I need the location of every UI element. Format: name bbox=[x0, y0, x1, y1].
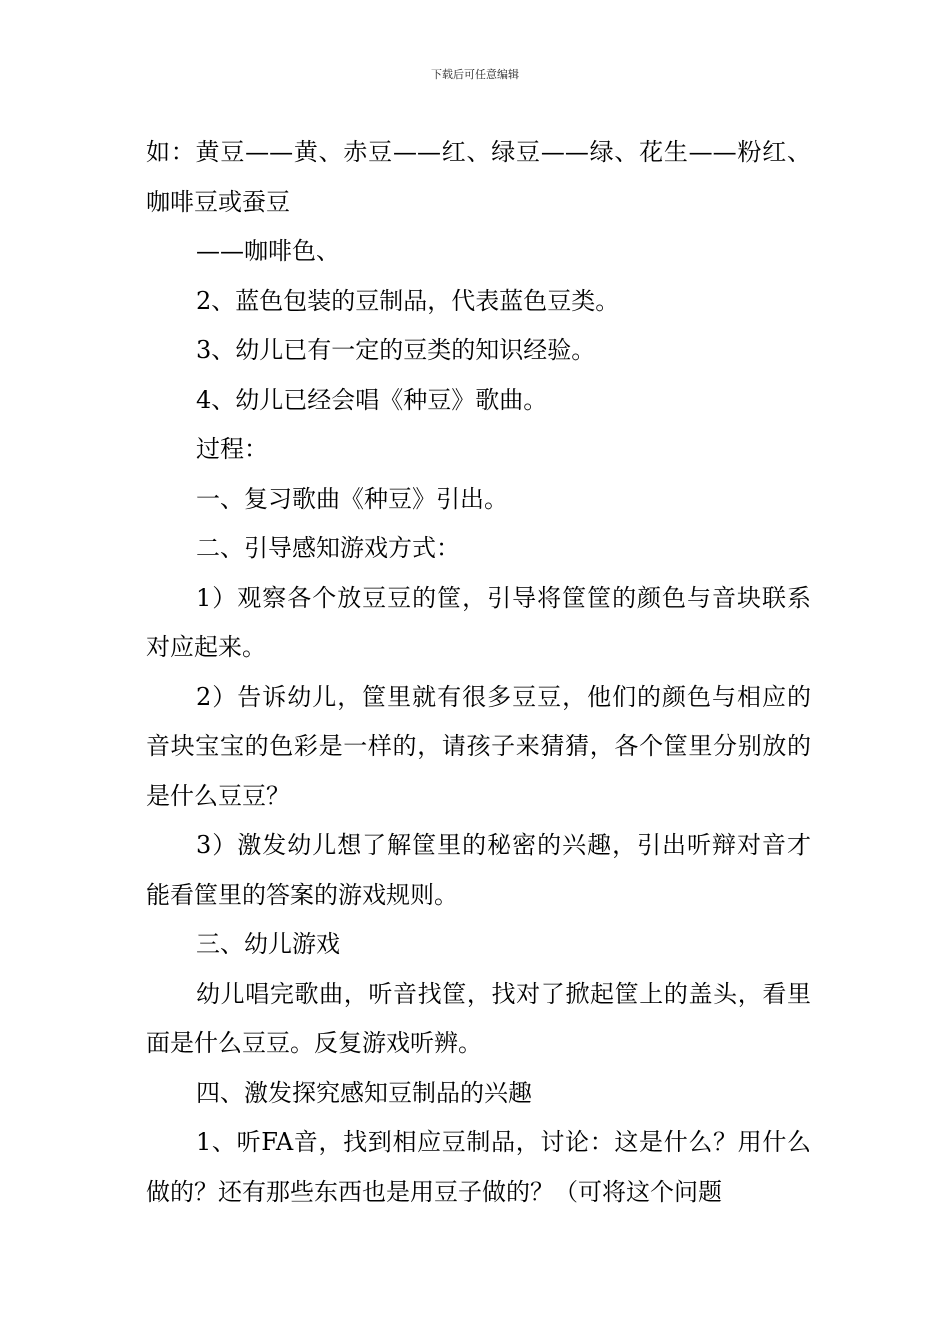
document-body bbox=[146, 128, 811, 1217]
paragraph-bean-colors: 如：黄豆——黄、赤豆——红、绿豆——绿、花生——粉红、咖啡豆或蚕豆 bbox=[146, 138, 811, 216]
paragraph-coffee-color: ——咖啡色、 bbox=[196, 237, 340, 265]
paragraph-item-2: 2、蓝色包装的豆制品，代表蓝色豆类。 bbox=[196, 286, 620, 315]
page-header-note: 下载后可任意编辑 bbox=[431, 68, 519, 81]
step-three: 三、幼儿游戏 bbox=[196, 930, 340, 958]
step-two-sub-2: 2）告诉幼儿，筐里就有很多豆豆，他们的颜色与相应的音块宝宝的色彩是一样的，请孩子来猜猜，各个筐里分别放的是什么豆豆？ bbox=[146, 682, 811, 810]
step-four-sub-1: 1、听FA音，找到相应豆制品，讨论：这是什么？用什么做的？还有那些东西也是用豆子做的？（可将这个问题 bbox=[146, 1128, 811, 1206]
step-three-detail: 幼儿唱完歌曲，听音找筐，找对了掀起筐上的盖头，看里面是什么豆豆。反复游戏听辨。 bbox=[146, 979, 811, 1057]
paragraph-item-3: 3、幼儿已有一定的豆类的知识经验。 bbox=[196, 336, 596, 364]
step-one: 一、复习歌曲《种豆》引出。 bbox=[196, 484, 508, 513]
step-two: 二、引导感知游戏方式： bbox=[196, 534, 460, 562]
step-two-sub-1: 1）观察各个放豆豆的筐，引导将筐筐的颜色与音块联系对应起来。 bbox=[146, 583, 811, 661]
step-two-sub-3: 3）激发幼儿想了解筐里的秘密的兴趣，引出听辩对音才能看筐里的答案的游戏规则。 bbox=[146, 831, 811, 909]
step-four: 四、激发探究感知豆制品的兴趣 bbox=[196, 1078, 532, 1107]
section-heading-process: 过程： bbox=[196, 435, 268, 463]
paragraph-item-4: 4、幼儿已经会唱《种豆》歌曲。 bbox=[196, 385, 548, 414]
